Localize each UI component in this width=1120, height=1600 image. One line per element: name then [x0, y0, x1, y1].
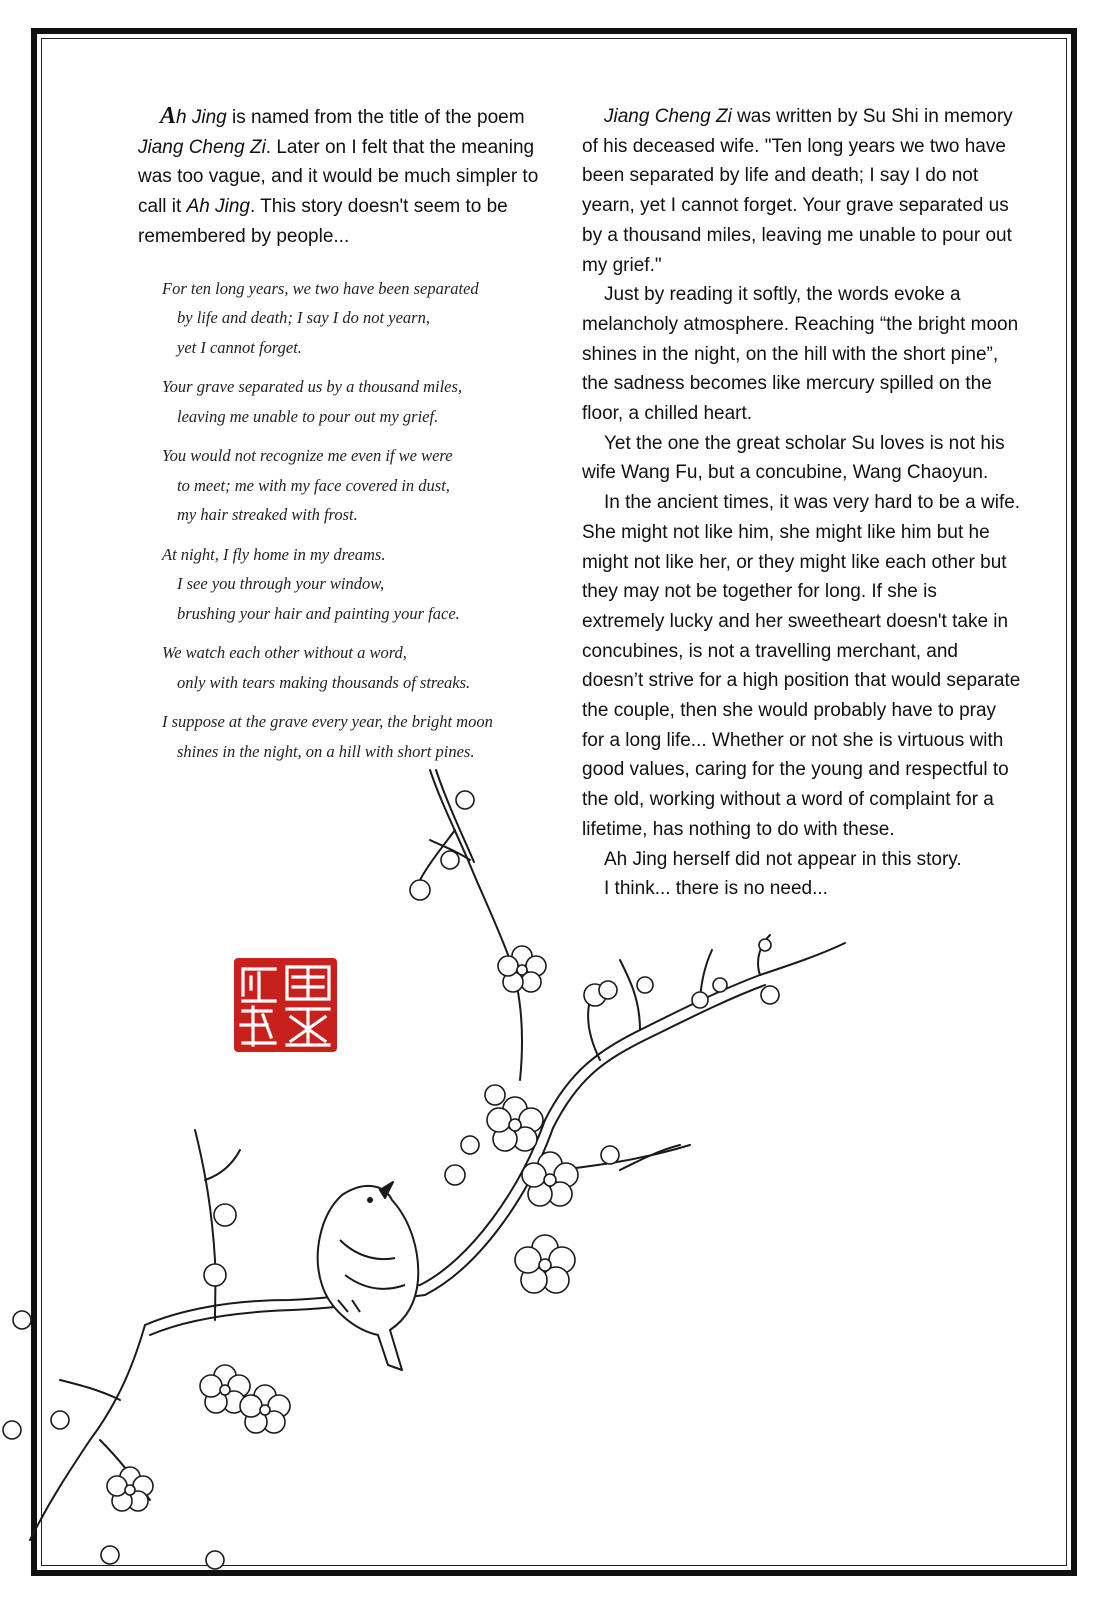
poem-stanza-3 — [162, 441, 558, 530]
stanza-line: brushing your hair and painting your face. — [177, 603, 460, 623]
right-paragraph-1-text: was written by Su Shi in memory of his deceased wife. "Ten long years we two have been separated by life and death; I say I do not yearn, yet I cannot forget. Your grave separated us by a thousand miles, leaving me unable to pour out my grief." — [582, 106, 1013, 276]
poem-stanza-2 — [162, 372, 558, 431]
stanza-line: yet I cannot forget. — [177, 337, 302, 357]
intro-text-2: . Later on I felt that the meaning was too vague, and it would be much simpler to call it — [138, 136, 539, 218]
stanza-line: I suppose at the grave every year, the bright moon — [162, 712, 493, 732]
stanza-line: I see you through your window, — [177, 574, 385, 594]
right-paragraph-1 — [582, 102, 1022, 280]
intro-name-italic: Ah Jing — [186, 196, 250, 218]
poem-stanza-1 — [162, 274, 558, 363]
right-paragraph-3: Yet the one the great scholar Su loves is not his wife Wang Fu, but a concubine, Wang Chaoyun. — [582, 432, 1005, 484]
stanza-line: by life and death; I say I do not yearn, — [177, 308, 430, 328]
stanza-line: my hair streaked with frost. — [177, 505, 358, 525]
right-column — [582, 102, 1022, 904]
stanza-line: You would not recognize me even if we were — [162, 446, 453, 466]
stanza-line: We watch each other without a word, — [162, 643, 407, 663]
poem-stanza-4 — [162, 540, 558, 629]
intro-text-3: . This story doesn't seem to be remembered by people... — [138, 196, 508, 247]
stanza-line: to meet; me with my face covered in dust, — [177, 475, 450, 495]
stanza-line: only with tears making thousands of streaks. — [177, 672, 471, 692]
poem-stanza-6 — [162, 707, 558, 766]
drop-cap: A — [160, 103, 177, 129]
intro-paragraph — [138, 102, 558, 252]
intro-poem-title: Jiang Cheng Zi — [138, 136, 266, 158]
poem-stanza-5 — [162, 638, 558, 697]
right-paragraph-6: I think... there is no need... — [604, 878, 828, 900]
stanza-line: shines in the night, on a hill with short pines. — [177, 741, 475, 761]
stanza-line: Your grave separated us by a thousand miles, — [162, 377, 463, 397]
red-seal-stamp-icon — [231, 955, 340, 1055]
poem — [138, 274, 558, 767]
stanza-line: At night, I fly home in my dreams. — [162, 544, 386, 564]
stanza-line: leaving me unable to pour out my grief. — [177, 406, 439, 426]
right-paragraph-2: Just by reading it softly, the words evoke a melancholy atmosphere. Reaching “the bright moon shines in the night, on the hill with the short pine”, the sadness becomes like mercury spilled on the floor, a chilled heart. — [582, 284, 1019, 425]
right-paragraph-4: In the ancient times, it was very hard to be a wife. She might not like him, she might like him but he might not like her, or they might like each other but they may not be together for long. If she is extremely lucky and her sweetheart doesn't take in concubines, is not a travelling merchant, and doesn’t strive for a high position that would separate the couple, then she would probably have to pray for a long life... Whether or not she is virtuous with good values, caring for the young and respectful to the old, working without a word of complaint for a lifetime, has nothing to do with these. — [582, 492, 1021, 840]
stanza-line: For ten long years, we two have been separated — [162, 278, 479, 298]
right-poem-title: Jiang Cheng Zi — [604, 106, 732, 127]
left-column — [138, 102, 558, 776]
intro-name-rest: h Jing — [176, 107, 227, 128]
intro-text-1: is named from the title of the poem — [226, 107, 525, 128]
right-paragraph-5: Ah Jing herself did not appear in this story. — [604, 848, 962, 870]
